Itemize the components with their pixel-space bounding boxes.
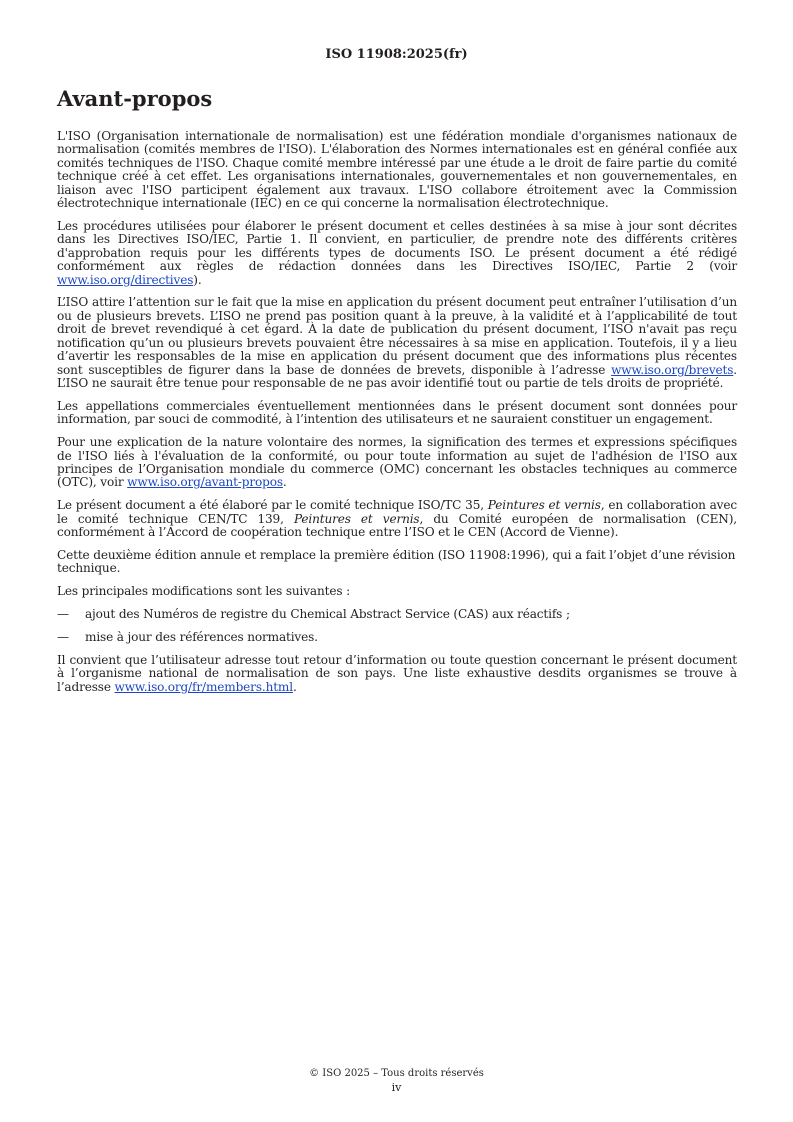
committee-text-c: , du Comité européen de normalisation (CEN), conformément à l’Accord de coopération technique entre l’ISO et le CEN (Accord de Vienne). [57,511,737,540]
paragraph-patents-text: L’ISO attire l’attention sur le fait que la mise en application du présent document peut entraîner l’utilisation d’un ou de plusieurs brevets. L’ISO ne prend pas position quant à la preuve, à la validité et à l’applicabilité de tout droit de brevet revendiqué à cet égard. À la date de publication du présent document, l’ISO n'avait pas reçu notification qu’un ou plusieurs brevets pouvaient être nécessaires à sa mise en application. Toutefois, il y a lieu d’avertir les responsables de la mise en application du présent document que des informations plus récentes sont susceptibles de figurer dans la base de données de brevets, disponible à l’adresse [57,295,737,377]
paragraph-edition: Cette deuxième édition annule et remplace la première édition (ISO 11908:1996), qui a fait l’objet d’une révision technique. [57,547,736,576]
paragraph-procedures-text: Les procédures utilisées pour élaborer le présent document et celles destinées à sa mise à jour sont décrites dans les Directives ISO/IEC, Partie 1. Il convient, en particulier, de prendre note des différents critères d'approbation requis pour les différents types de documents ISO. Le présent document a été rédigé conformément aux règles de rédaction données dans les Directives ISO/IEC, Partie 2 (voir [57,218,737,274]
link-directives[interactable]: www.iso.org/directives [57,272,194,287]
paragraph-changes-intro: Les principales modifications sont les suivantes : [57,584,351,599]
committee-title-cen: Peintures et vernis [293,511,420,526]
paragraph-patents-end: . L’ISO ne saurait être tenue pour responsable de ne pas avoir identifié tout ou partie de tels droits de propriété. [57,362,737,390]
committee-title-iso: Peintures et vernis [487,498,601,513]
list-item-text: ajout des Numéros de registre du Chemical Abstract Service (CAS) aux réactifs ; [85,607,570,622]
list-dash: — [57,607,69,622]
paragraph-voluntary-nature [57,436,737,490]
page-title: Avant-propos [57,86,213,111]
page-footer [0,1067,793,1095]
link-brevets[interactable]: www.iso.org/brevets [611,362,734,377]
paragraph-procedures-end: ). [193,272,202,287]
copyright-notice: © ISO 2025 – Tous droits réservés [309,1068,484,1079]
committee-text-b: , en collaboration avec le comité technique CEN/TC 139, [57,498,737,526]
paragraph-voluntary-text: Pour une explication de la nature volontaire des normes, la signification des termes et expressions spécifiques de l'ISO liés à l'évaluation de la conformité, ou pour toute information au sujet de l'adhésion de l'ISO aux principes de l’Organisation mondiale du commerce (OMC) concernant les obstacles techniques au commerce (OTC), voir [57,435,737,490]
document-header: ISO 11908:2025(fr) [325,47,468,62]
page-number: iv [391,1081,402,1094]
paragraph-trade-names: Les appellations commerciales éventuellement mentionnées dans le présent document sont données pour information, par souci de commodité, à l’intention des utilisateurs et ne sauraient constituer un engagement. [57,398,737,427]
link-avant-propos[interactable]: www.iso.org/avant-propos [127,475,283,490]
paragraph-procedures [57,220,737,287]
paragraph-voluntary-end: . [282,475,287,490]
committee-text-a: Le présent document a été élaboré par le comité technique ISO/TC 35, [57,498,488,513]
list-item [57,631,737,644]
paragraph-iso-intro: L'ISO (Organisation internationale de normalisation) est une fédération mondiale d'organismes nationaux de normalisation (comités membres de l'ISO). L'élaboration des Normes internationales est en général confiée aux comités techniques de l'ISO. Chaque comité membre intéressé par une étude a le droit de faire partie du comité technique créé à cet effet. Les organisations internationales, gouvernementales et non gouvernementales, en liaison avec l'ISO participent également aux travaux. L'ISO collabore étroitement avec la Commission électrotechnique internationale (IEC) en ce qui concerne la normalisation électrotechnique. [57,129,737,211]
link-members[interactable]: www.iso.org/fr/members.html [114,679,293,694]
list-item-text: mise à jour des références normatives. [85,630,318,645]
paragraph-feedback-text: Il convient que l’utilisateur adresse tout retour d’information ou toute question concernant le présent document à l’organisme national de normalisation de son pays. Une liste exhaustive desdits organismes se trouve à l’adresse [57,653,737,694]
paragraph-committee [57,499,737,539]
paragraph-feedback [57,654,737,694]
list-dash: — [57,630,69,645]
foreword-body [57,130,737,704]
paragraph-feedback-end: . [292,679,297,694]
list-item [57,608,737,621]
paragraph-patents [57,296,737,390]
